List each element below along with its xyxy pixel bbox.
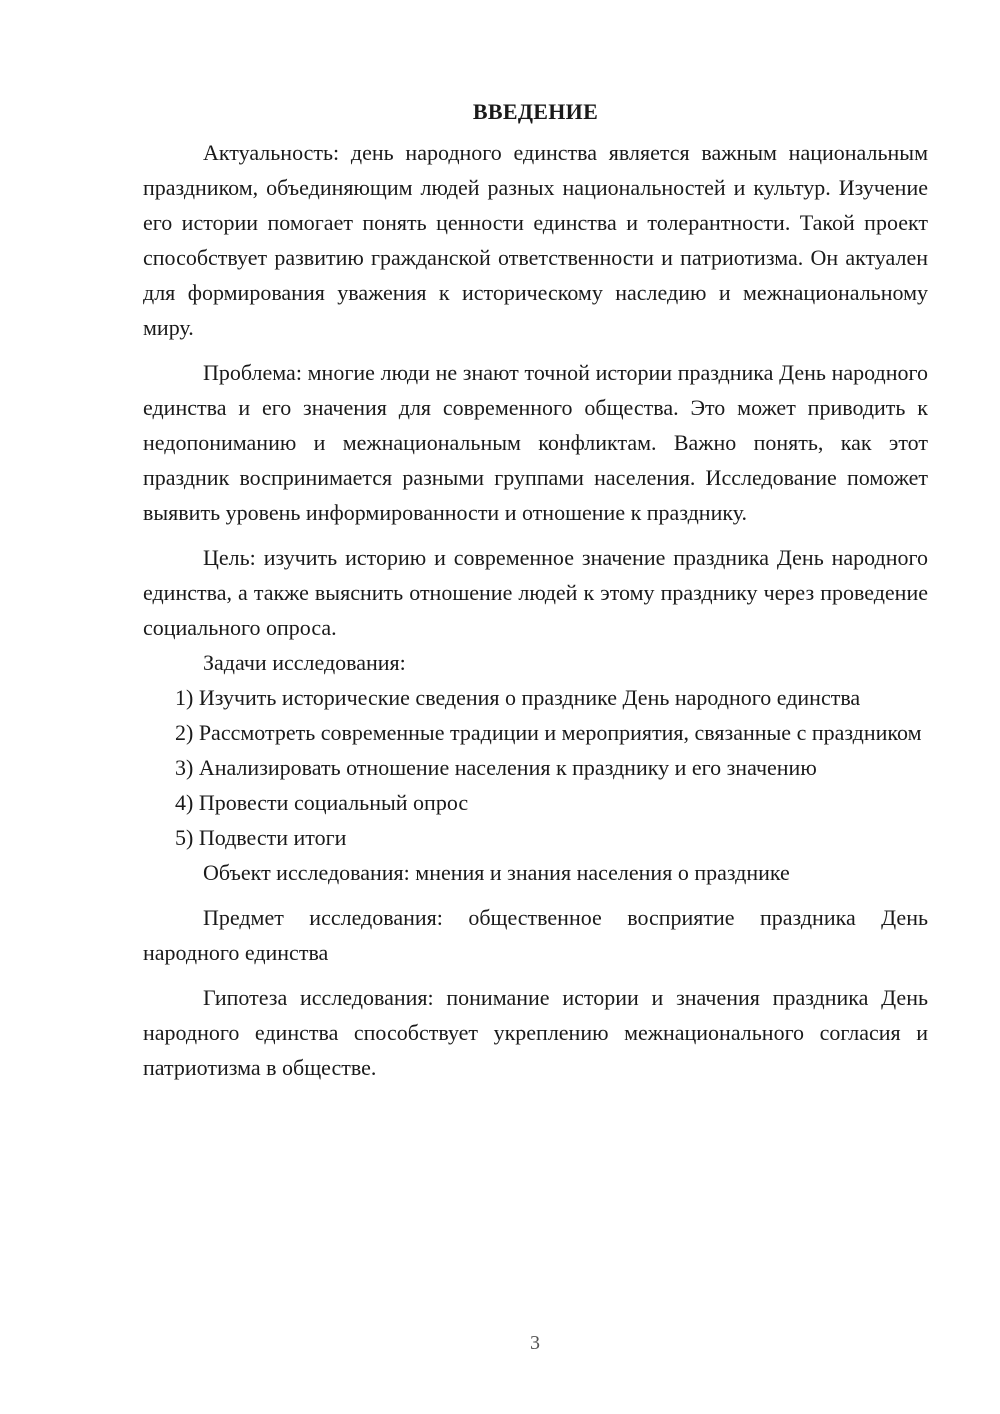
problem-paragraph: Проблема: многие люди не знают точной истории праздника День народного единства и его значения для современного общества. Это может приводить к недопониманию и межнациональным конфликтам. Важно понять, как этот праздник воспринимается разными группами населения. Исследование поможет выявить уровень информированности и отношение к празднику. (143, 360, 928, 525)
object-paragraph: Объект исследования: мнения и знания населения о празднике (203, 860, 790, 885)
page-number: 3 (530, 1332, 540, 1354)
task-item-2: 2) Рассмотреть современные традиции и мероприятия, связанные с праздником (175, 720, 922, 745)
document-page (143, 94, 928, 1085)
task-item-1: 1) Изучить исторические сведения о празднике День народного единства (175, 685, 861, 710)
tasks-title: Задачи исследования: (203, 650, 406, 675)
relevance-paragraph: Актуальность: день народного единства является важным национальным праздником, объединяющим людей разных национальностей и культур. Изучение его истории помогает понять ценности единства и толерантности. Такой проект способствует развитию гражданской ответственности и патриотизма. Он актуален для формирования уважения к историческому наследию и межнациональному миру. (143, 140, 928, 340)
goal-paragraph: Цель: изучить историю и современное значение праздника День народного единства, а также выяснить отношение людей к этому празднику через проведение социального опроса. (143, 545, 928, 640)
section-heading: ВВЕДЕНИЕ (472, 99, 599, 124)
hypothesis-paragraph: Гипотеза исследования: понимание истории и значения праздника День народного единства способствует укреплению межнационального согласия и патриотизма в обществе. (143, 985, 928, 1080)
task-item-5: 5) Подвести итоги (175, 825, 347, 850)
subject-paragraph: Предмет исследования: общественное восприятие праздника День народного единства (143, 905, 928, 965)
task-item-3: 3) Анализировать отношение населения к празднику и его значению (175, 755, 817, 780)
task-item-4: 4) Провести социальный опрос (175, 790, 469, 815)
